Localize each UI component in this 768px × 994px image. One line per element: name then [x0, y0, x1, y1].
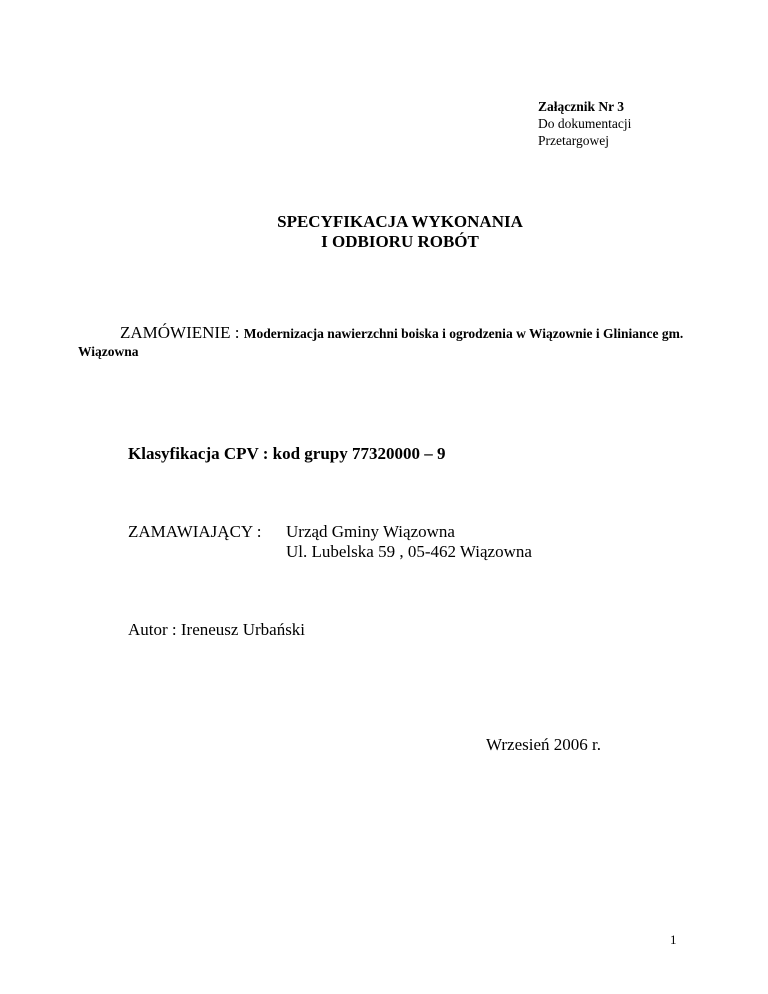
- annex-number: Załącznik Nr 3: [538, 99, 625, 114]
- order-section: [78, 324, 698, 361]
- client-name: Urząd Gminy Wiązowna: [286, 522, 455, 541]
- annex-ref-line1: Do dokumentacji: [538, 116, 632, 131]
- client-address: Ul. Lubelska 59 , 05-462 Wiązowna: [286, 542, 532, 561]
- document-title: [0, 212, 768, 252]
- order-description: Modernizacja nawierzchni boiska i ogrodzenia w Wiązownie i Gliniance gm. Wiązowna: [78, 326, 684, 359]
- document-date: Wrzesień 2006 r.: [486, 735, 601, 754]
- document-title-line1: SPECYFIKACJA WYKONANIA: [277, 212, 523, 231]
- annex-ref-line2: Przetargowej: [538, 133, 609, 148]
- order-label: ZAMÓWIENIE :: [120, 323, 244, 342]
- client-label: ZAMAWIAJĄCY :: [128, 522, 262, 541]
- page-number: 1: [670, 932, 677, 947]
- annex-header: [538, 98, 631, 149]
- author-line: Autor : Ireneusz Urbański: [128, 620, 306, 639]
- document-title-line2: I ODBIORU ROBÓT: [321, 232, 479, 251]
- cpv-classification: Klasyfikacja CPV : kod grupy 77320000 – 9: [128, 444, 446, 463]
